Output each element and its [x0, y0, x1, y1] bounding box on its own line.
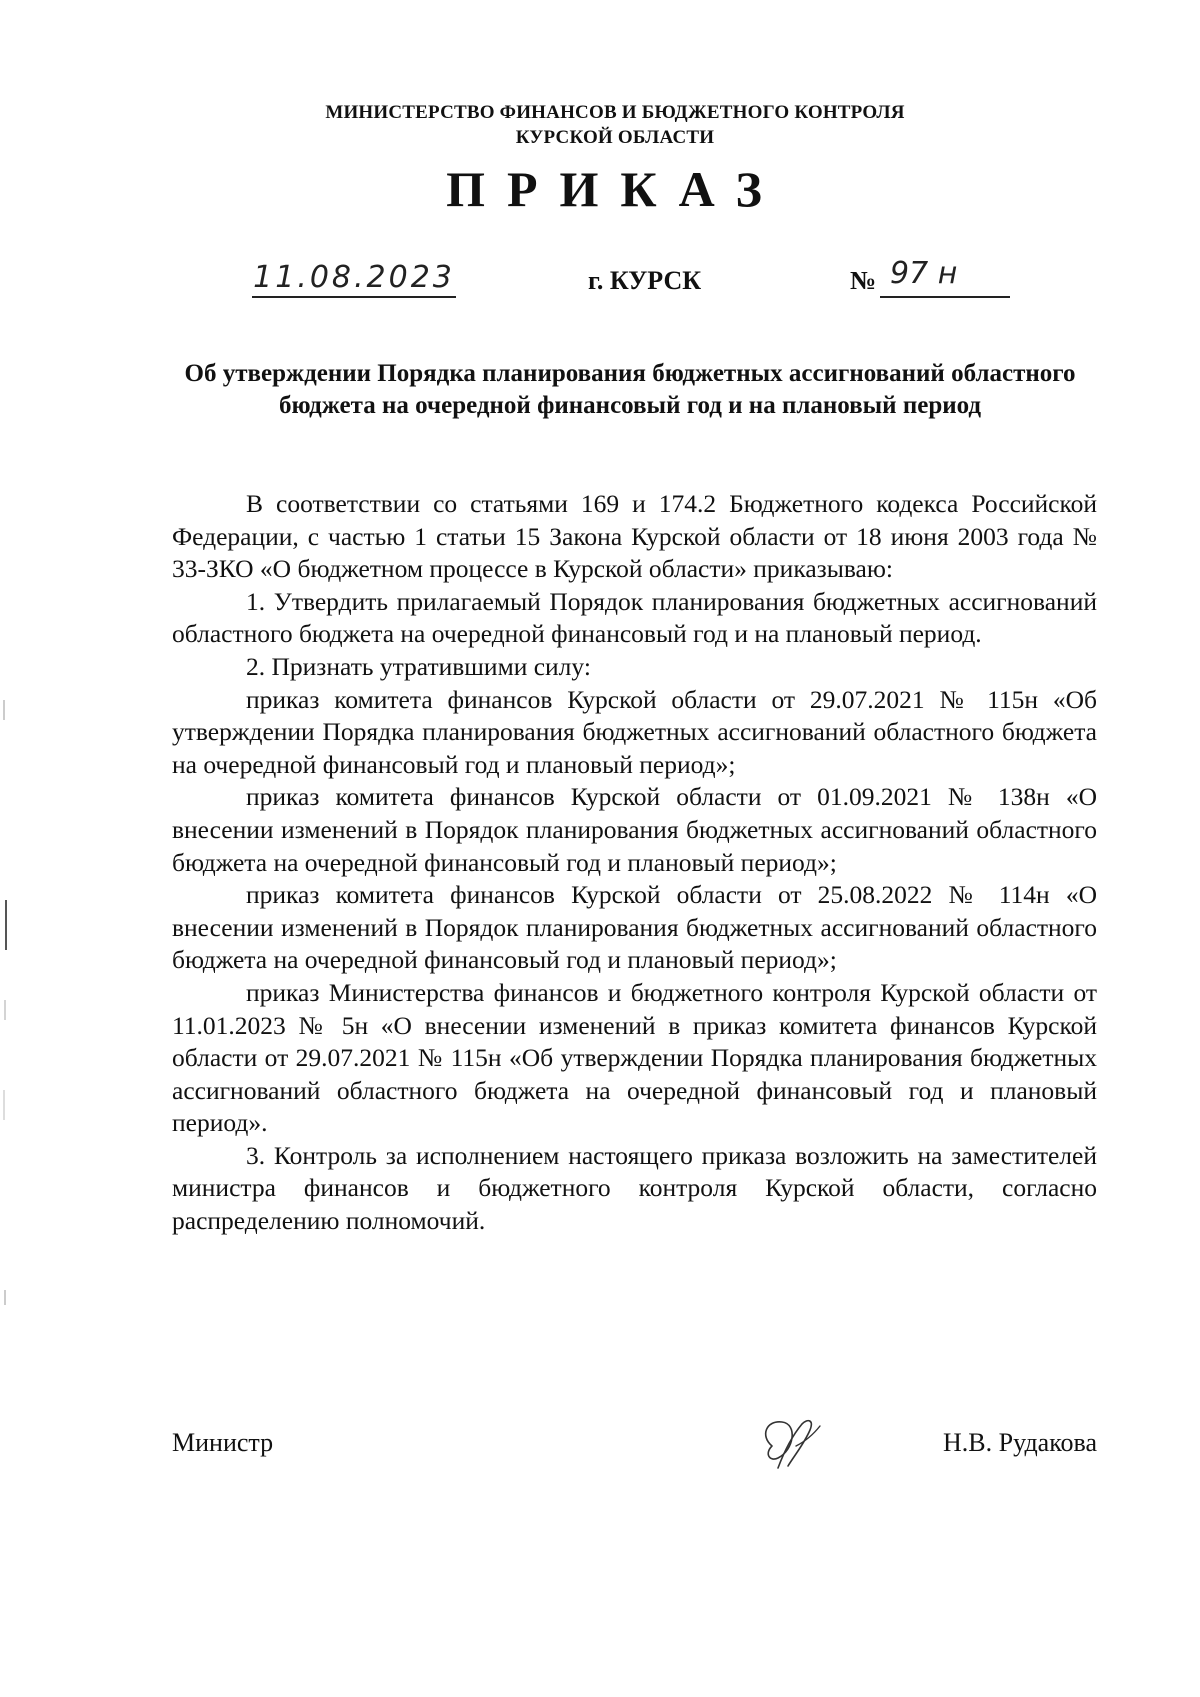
- number-underline: [880, 296, 1010, 298]
- paragraph: приказ комитета финансов Курской области от 29.07.2021 № 115н «Об утверждении Порядка планирования бюджетных ассигнований областного бюджета на очередной финансовый год и плановый период»;: [172, 684, 1097, 779]
- paragraph: 1. Утвердить прилагаемый Порядок планирования бюджетных ассигнований областного бюджета на очередной финансовый год и на плановый период.: [172, 586, 1097, 649]
- ministry-line-2: КУРСКОЙ ОБЛАСТИ: [515, 127, 715, 148]
- date-underline: [252, 296, 456, 298]
- paragraph: приказ комитета финансов Курской области от 01.09.2021 № 138н «О внесении изменений в Порядок планирования бюджетных ассигнований областного бюджета на очередной финансовый год и плановый период»;: [172, 782, 1097, 877]
- paragraph: 3. Контроль за исполнением настоящего приказа возложить на заместителей министра финансов и бюджетного контроля Курской области, согласно распределению полномочий.: [172, 1140, 1097, 1236]
- order-city: г. КУРСК: [588, 266, 702, 295]
- paragraph: В соответствии со статьями 169 и 174.2 Бюджетного кодекса Российской Федерации, с частью 1 статьи 15 Закона Курской области от 18 июня 2003 года № 33-ЗКО «О бюджетном процессе в Курской области» приказываю:: [172, 489, 1097, 584]
- number-sign: №: [850, 266, 877, 295]
- document-body: [172, 488, 1097, 1238]
- document-heading: Об утверждении Порядка планирования бюджетных ассигнований областного бюджета на очередной финансовый год и на плановый период: [184, 360, 1076, 419]
- ministry-header: [30, 100, 1200, 150]
- order-title: ПРИКАЗ: [446, 161, 784, 217]
- ministry-line-1: МИНИСТЕРСТВО ФИНАНСОВ И БЮДЖЕТНОГО КОНТРОЛЯ: [325, 102, 905, 123]
- signature-block: [172, 1424, 1097, 1484]
- handwritten-signature: [742, 1406, 842, 1476]
- paragraph: приказ Министерства финансов и бюджетного контроля Курской области от 11.01.2023 № 5н «О внесении изменений в приказ комитета финансов Курской области от 29.07.2021 № 115н «Об утверждении Порядка планирования бюджетных ассигнований областного бюджета на очередной финансовый год и плановый период».: [172, 977, 1097, 1138]
- scan-edge-marks: [0, 0, 16, 1697]
- paragraph: 2. Признать утратившими силу:: [246, 651, 591, 681]
- paragraph: приказ комитета финансов Курской области от 25.08.2022 № 114н «О внесении изменений в Порядок планирования бюджетных ассигнований областного бюджета на очередной финансовый год и плановый период»;: [172, 880, 1097, 975]
- order-date: 11.08.2023: [253, 260, 455, 295]
- signatory-name: Н.В. Рудакова: [943, 1428, 1097, 1457]
- order-number: 97 н: [890, 256, 958, 291]
- signatory-position: Министр: [172, 1428, 274, 1457]
